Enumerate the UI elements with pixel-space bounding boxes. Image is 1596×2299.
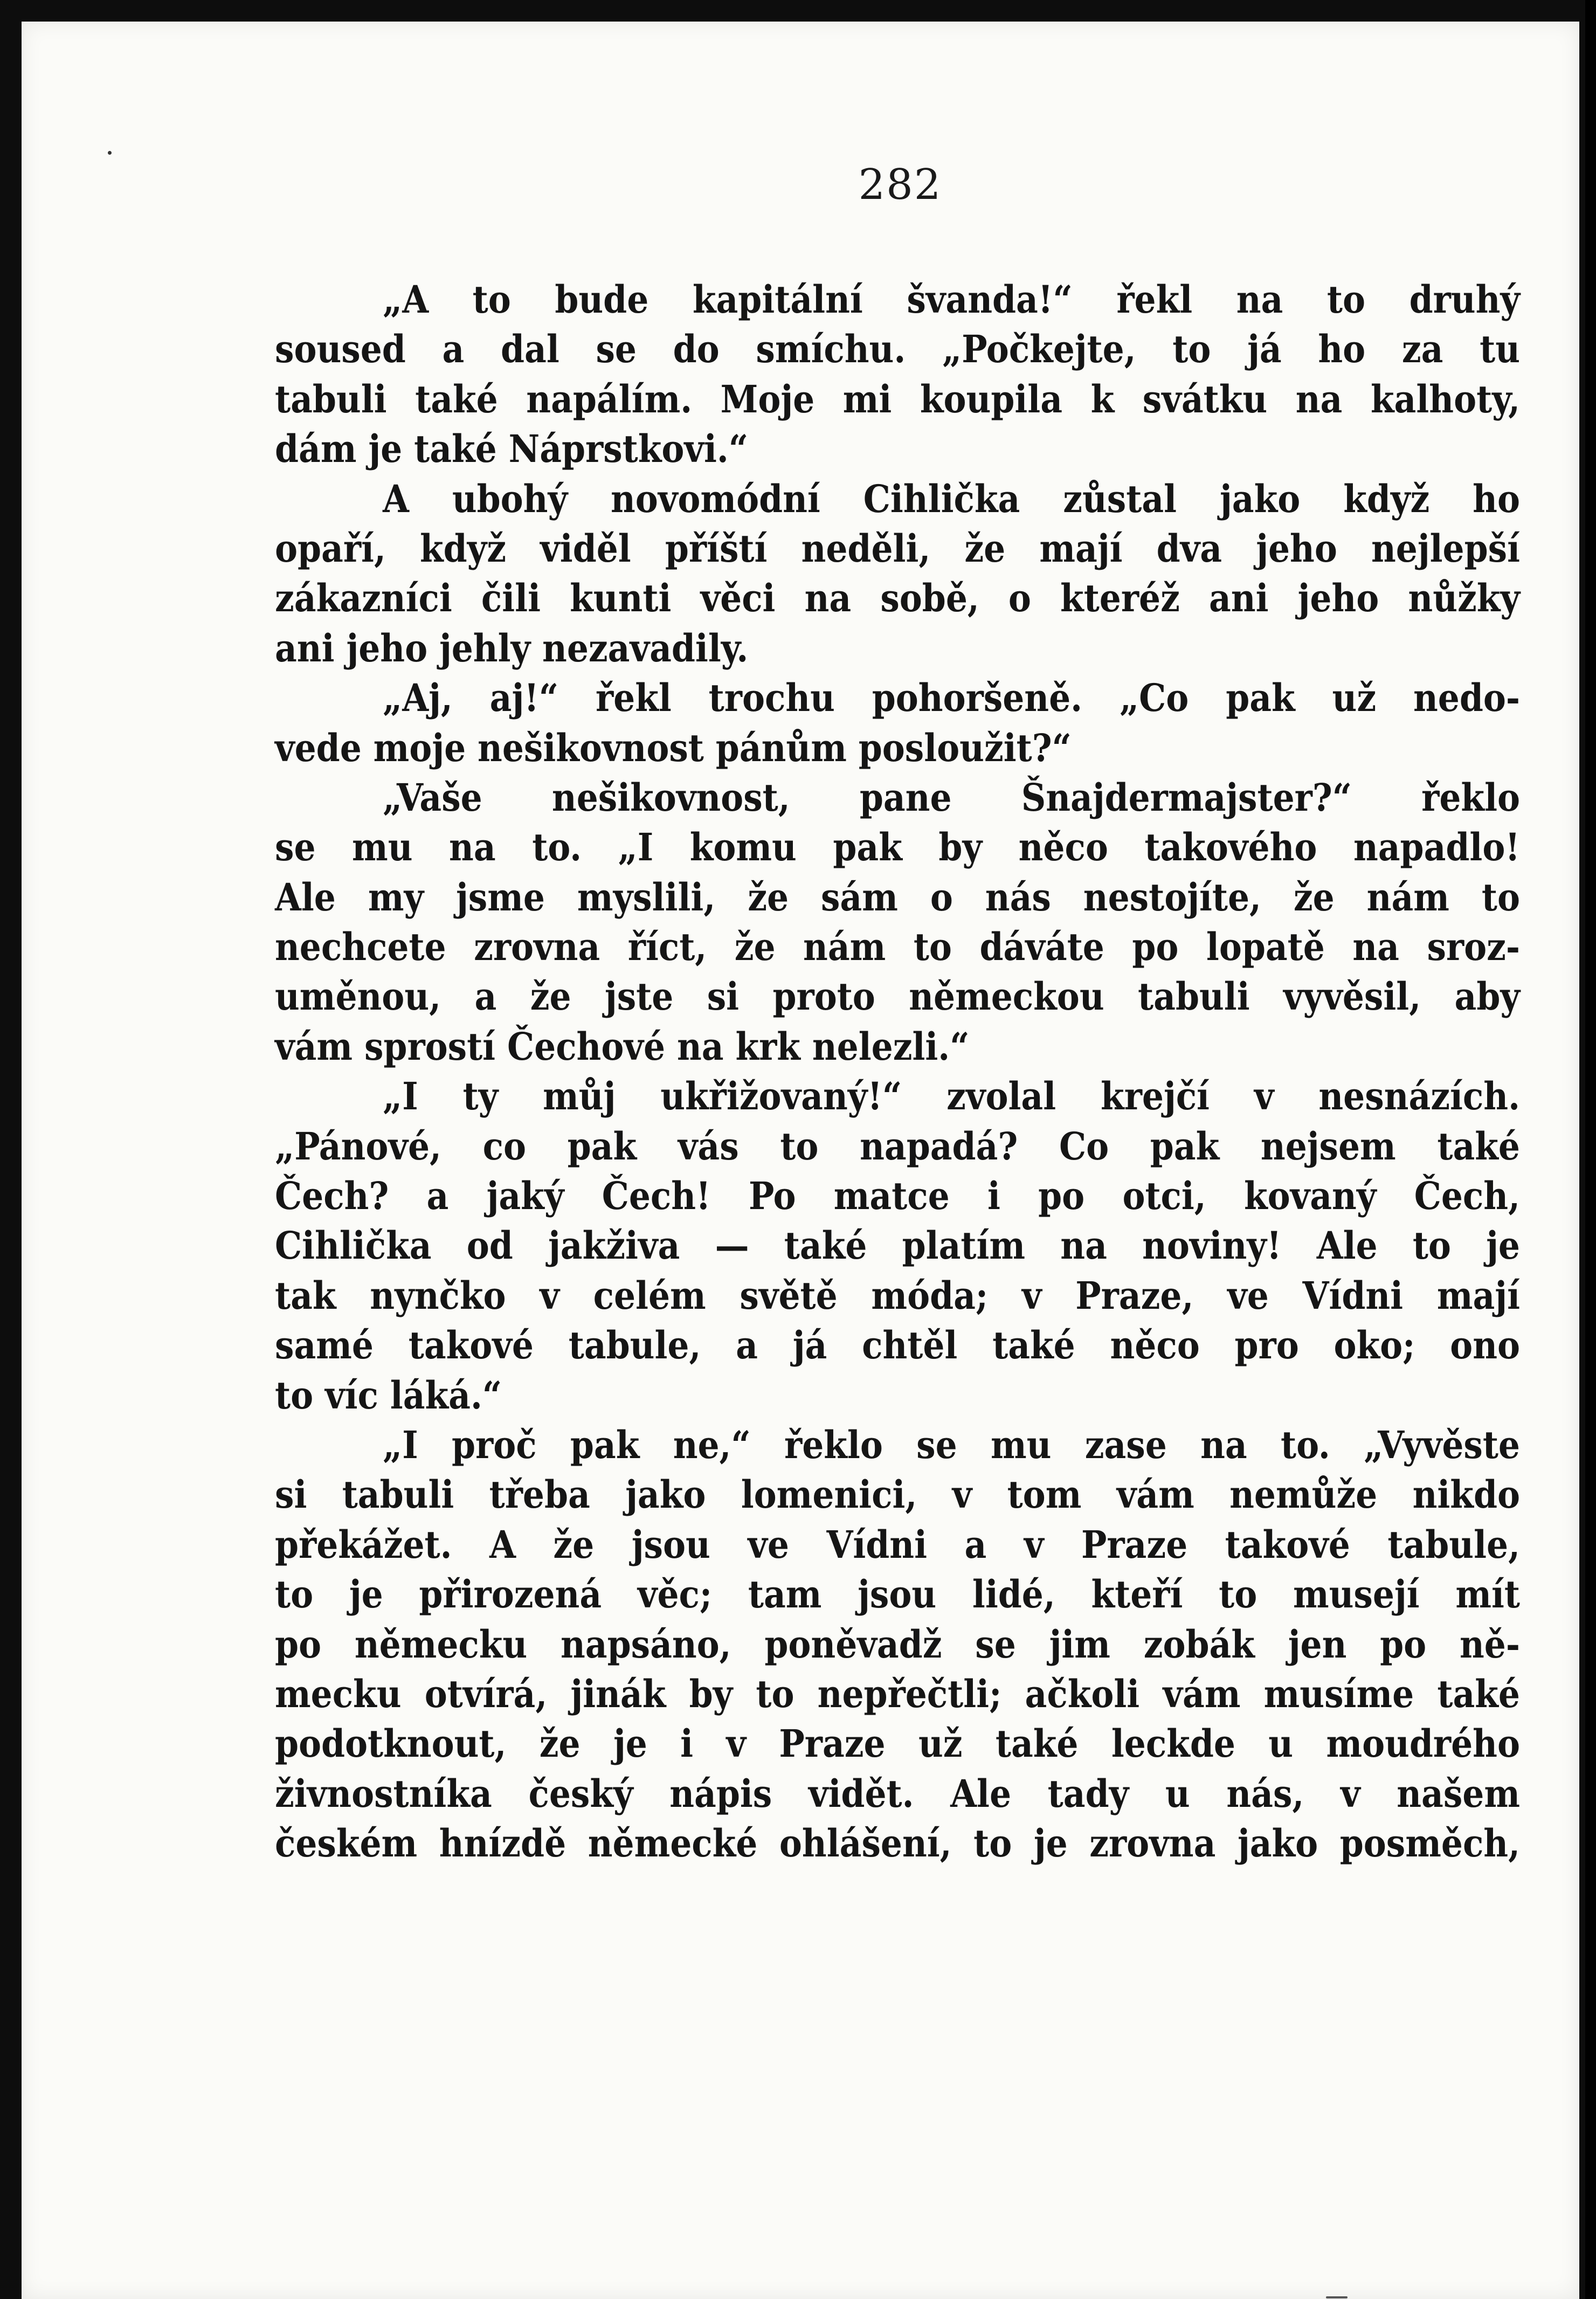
scanned-page (22, 22, 1579, 2299)
text-line: podotknout, že je i v Praze už také leckde u moudrého (275, 1721, 1520, 1766)
text-line: „Aj, aj!“ řekl trochu pohoršeně. „Co pak už nedo- (383, 675, 1520, 721)
text-line: Cihlička od jakživa — také platím na noviny! Ale to je (275, 1223, 1520, 1268)
text-line: A ubohý novomódní Cihlička zůstal jako když ho (383, 476, 1520, 521)
text-line: vede moje nešikovnost pánům posloužit?“ (275, 725, 1072, 770)
text-line: to je přirozená věc; tam jsou lidé, kteří to musejí mít (275, 1572, 1520, 1617)
paper-speck (108, 151, 112, 155)
text-line: uměnou, a že jste si proto německou tabuli vyvěsil, aby (275, 974, 1520, 1019)
text-line: soused a dal se do smíchu. „Počkejte, to já ho za tu (275, 327, 1520, 372)
scan-border (1585, 0, 1596, 2299)
text-line: Čech? a jaký Čech! Po matce i po otci, kovaný Čech, (275, 1173, 1520, 1219)
text-line: opaří, když viděl příští neděli, že mají dva jeho nejlepší (275, 526, 1520, 571)
paper-speck (1326, 2296, 1348, 2298)
text-line: „A to bude kapitální švanda!“ řekl na to druhý (383, 277, 1520, 322)
text-line: to víc láká.“ (275, 1372, 502, 1418)
text-line: překážet. A že jsou ve Vídni a v Praze takové tabule, (275, 1522, 1520, 1567)
text-line: „Pánové, co pak vás to napadá? Co pak nejsem také (275, 1123, 1520, 1169)
text-line: mecku otvírá, jinák by to nepřečtli; ačkoli vám musíme také (275, 1671, 1520, 1716)
text-line: „Vaše nešikovnost, pane Šnajdermajster?“ řeklo (383, 775, 1520, 820)
text-line: po německu napsáno, poněvadž se jim zobák jen po ně- (275, 1621, 1520, 1667)
text-line: českém hnízdě německé ohlášení, to je zrovna jako posměch, (275, 1821, 1520, 1866)
body-text (275, 275, 1520, 1869)
text-line: se mu na to. „I komu pak by něco takového napadlo! (275, 825, 1520, 870)
text-line: vám sprostí Čechové na krk nelezli.“ (275, 1024, 970, 1069)
text-line: „I ty můj ukřižovaný!“ zvolal krejčí v nesnázích. (383, 1074, 1520, 1119)
text-line: tabuli také napálím. Moje mi koupila k svátku na kalhoty, (275, 376, 1520, 422)
text-line: ani jeho jehly nezavadily. (275, 625, 749, 671)
text-line: nechcete zrovna říct, že nám to dáváte po lopatě na sroz- (275, 924, 1520, 970)
page-number: 282 (858, 161, 942, 209)
text-line: tak nynčko v celém světě móda; v Praze, ve Vídni mají (275, 1273, 1520, 1318)
text-line: zákazníci čili kunti věci na sobě, o kteréž ani jeho nůžky (275, 576, 1520, 621)
text-line: samé takové tabule, a já chtěl také něco pro oko; ono (275, 1323, 1520, 1368)
text-line: „I proč pak ne,“ řeklo se mu zase na to. „Vyvěste (383, 1422, 1520, 1467)
text-line: dám je také Náprstkovi.“ (275, 426, 749, 472)
text-line: živnostníka český nápis vidět. Ale tady u nás, v našem (275, 1771, 1520, 1816)
text-line: Ale my jsme myslili, že sám o nás nestojíte, že nám to (275, 874, 1520, 920)
text-line: si tabuli třeba jako lomenici, v tom vám nemůže nikdo (275, 1472, 1520, 1517)
